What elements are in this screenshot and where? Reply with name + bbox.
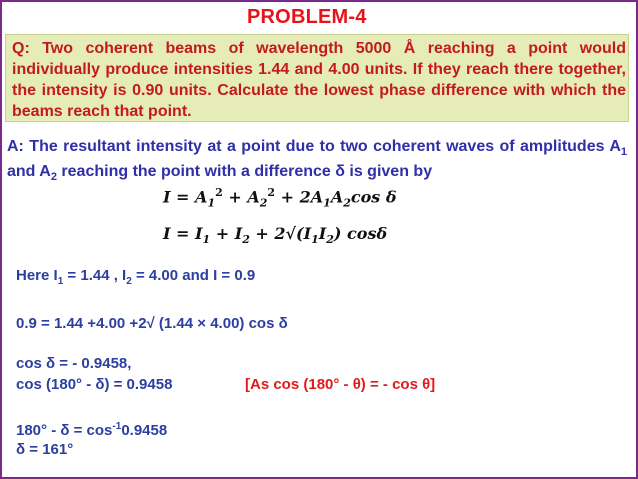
- given-p2: = 1.44 , I: [63, 267, 127, 284]
- eq1-plus1: +: [222, 187, 248, 207]
- eq1-p1: 2: [215, 186, 223, 199]
- eq2-plus1: +: [210, 224, 235, 243]
- eq2-i4: I: [318, 224, 327, 243]
- given-s2: 2: [126, 276, 132, 287]
- answer-sub1: 1: [620, 146, 627, 159]
- step-cos-delta: cos δ = - 0.9458,: [16, 355, 132, 372]
- eq1-s3: 1: [323, 196, 331, 210]
- eq2-s1: 1: [202, 233, 211, 247]
- eq1-s1: 1: [207, 196, 216, 210]
- eq1-a3: A: [310, 187, 324, 207]
- eq1-lhs: I =: [163, 187, 196, 207]
- step-result: δ = 161°: [16, 441, 74, 458]
- eq2-close: ): [333, 224, 348, 243]
- given-values: [16, 267, 255, 287]
- eq2-s3: 1: [311, 233, 319, 247]
- eq2-plus2: + 2√(: [249, 224, 304, 243]
- eq1-plus2: + 2: [275, 187, 311, 207]
- given-p3: = 4.00 and I = 0.9: [131, 267, 256, 284]
- question-text: Q: Two coherent beams of wavelength 5000 Å reaching a point would individually produce intensities 1.44 and 4.00 units. If they reach there together, the intensity is 0.90 units. Calculate the lowest phase difference with which the beams reach that point.: [12, 40, 626, 120]
- slide-title: PROBLEM-4: [247, 6, 367, 28]
- eq1-s2: 2: [259, 196, 268, 210]
- given-s1: 1: [57, 276, 64, 287]
- answer-part3: reaching the point with a difference δ is given by: [56, 163, 433, 181]
- step-cos-supplement: cos (180° - δ) = 0.9458: [16, 376, 173, 393]
- eq1-tail: cos δ: [350, 187, 397, 207]
- identity-note: [As cos (180° - θ) = - cos θ]: [245, 376, 436, 393]
- eq2-tail: cosδ: [347, 224, 388, 243]
- step4-sup: -1: [112, 421, 122, 432]
- eq1-p2: 2: [267, 186, 276, 199]
- eq2-lhs: I =: [163, 224, 196, 243]
- given-p1: Here I: [16, 267, 58, 284]
- equation-intensity: [163, 224, 387, 246]
- answer-text: [7, 137, 627, 187]
- answer-sub2: 2: [50, 171, 57, 184]
- equation-amplitude: [163, 186, 397, 210]
- answer-part2: and A: [7, 163, 51, 181]
- step-inverse-cos: [16, 421, 167, 439]
- eq1-s4: 2: [343, 196, 351, 210]
- step-substitution: 0.9 = 1.44 +4.00 +2√ (1.44 × 4.00) cos δ: [16, 315, 288, 332]
- eq1-a2: A: [247, 187, 260, 207]
- eq1-a4: A: [330, 187, 344, 207]
- answer-part1: A: The resultant intensity at a point due to two coherent waves of amplitudes A: [7, 138, 621, 155]
- eq2-i2: I: [234, 224, 243, 243]
- eq2-i3: I: [303, 224, 312, 243]
- eq1-a1: A: [195, 187, 208, 207]
- step4-p2: 0.9458: [121, 422, 168, 439]
- eq2-i1: I: [195, 224, 203, 243]
- eq2-s2: 2: [242, 233, 250, 247]
- step4-p1: 180° - δ = cos: [16, 422, 113, 439]
- eq2-s4: 2: [326, 233, 334, 247]
